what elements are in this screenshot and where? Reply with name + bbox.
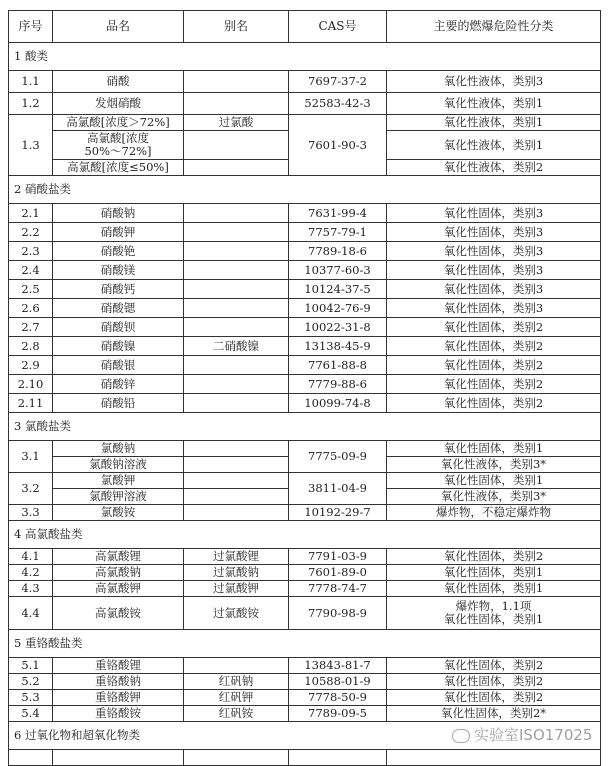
row-cas: 7791-03-9 xyxy=(289,549,387,565)
row-hazard: 氧化性固体，类别3 xyxy=(387,280,601,299)
table-row xyxy=(9,223,601,242)
row-name: 氯酸钠溶液 xyxy=(53,457,184,473)
row-hazard: 氧化性固体，类别1 xyxy=(387,565,601,581)
table-row xyxy=(9,597,601,630)
row-hazard: 氧化性固体，类别3 xyxy=(387,299,601,318)
row-name: 氯酸钠 xyxy=(53,441,184,457)
row-alias: 过氯酸铵 xyxy=(184,597,289,630)
section-heading: 6 过氧化物和超氧化物类 xyxy=(9,722,601,750)
table-row xyxy=(9,658,601,674)
row-alias xyxy=(184,131,289,160)
row-name: 高氯酸[浓度＞72%] xyxy=(53,115,184,131)
row-hazard: 氧化性固体，类别3 xyxy=(387,261,601,280)
row-name: 高氯酸[浓度50%～72%] xyxy=(53,131,184,160)
row-name: 硝酸银 xyxy=(53,356,184,375)
row-no: 3.2 xyxy=(9,473,53,505)
row-hazard: 氧化性固体，类别2 xyxy=(387,674,601,690)
row-name: 硝酸铯 xyxy=(53,242,184,261)
row-no: 2.4 xyxy=(9,261,53,280)
row-name: 高氯酸钾 xyxy=(53,581,184,597)
row-no: 3.3 xyxy=(9,505,53,521)
table-row xyxy=(9,356,601,375)
row-hazard xyxy=(387,597,601,630)
table-row xyxy=(9,549,601,565)
hazard-line: 爆炸物，1.1项 xyxy=(455,599,532,613)
row-hazard: 氧化性液体，类别1 xyxy=(387,115,601,131)
hazard-chemicals-table xyxy=(8,10,601,766)
row-no: 5.3 xyxy=(9,690,53,706)
row-name: 硝酸铅 xyxy=(53,394,184,413)
table-row xyxy=(9,242,601,261)
section-heading: 3 氯酸盐类 xyxy=(9,413,601,441)
table-row xyxy=(9,337,601,356)
row-no: 2.5 xyxy=(9,280,53,299)
row-cas: 7789-09-5 xyxy=(289,706,387,722)
row-no: 5.4 xyxy=(9,706,53,722)
table-row xyxy=(9,394,601,413)
row-cas: 52583-42-3 xyxy=(289,93,387,115)
row-no: 1.2 xyxy=(9,93,53,115)
table-row xyxy=(9,706,601,722)
row-no: 5.1 xyxy=(9,658,53,674)
table-row xyxy=(9,115,601,131)
row-alias xyxy=(184,261,289,280)
row-cas: 10588-01-9 xyxy=(289,674,387,690)
row-hazard: 氧化性固体，类别3 xyxy=(387,223,601,242)
table-row xyxy=(9,690,601,706)
row-no: 4.4 xyxy=(9,597,53,630)
watermark-text: 实验室ISO17025 xyxy=(474,726,593,744)
row-hazard: 氧化性固体，类别3 xyxy=(387,242,601,261)
col-alias: 别名 xyxy=(184,11,289,43)
row-alias xyxy=(184,505,289,521)
row-name: 重铬酸铵 xyxy=(53,706,184,722)
row-alias: 过氯酸锂 xyxy=(184,549,289,565)
section-heading: 5 重铬酸盐类 xyxy=(9,630,601,658)
row-name: 重铬酸钾 xyxy=(53,690,184,706)
row-alias xyxy=(184,318,289,337)
row-alias xyxy=(184,299,289,318)
section-heading: 2 硝酸盐类 xyxy=(9,176,601,204)
row-no: 2.2 xyxy=(9,223,53,242)
row-cas: 10042-76-9 xyxy=(289,299,387,318)
row-cas: 7601-89-0 xyxy=(289,565,387,581)
row-cas: 7601-90-3 xyxy=(289,115,387,176)
row-alias: 过氯酸钠 xyxy=(184,565,289,581)
table-row xyxy=(9,71,601,93)
row-alias: 红矾铵 xyxy=(184,706,289,722)
row-name: 高氯酸钠 xyxy=(53,565,184,581)
table-row xyxy=(9,750,601,766)
row-no: 2.7 xyxy=(9,318,53,337)
row-cas: 10377-60-3 xyxy=(289,261,387,280)
row-name: 高氯酸铵 xyxy=(53,597,184,630)
table-row xyxy=(9,204,601,223)
row-hazard: 氧化性液体，类别3* xyxy=(387,489,601,505)
row-no: 2.11 xyxy=(9,394,53,413)
row-alias xyxy=(184,356,289,375)
row-cas: 7778-50-9 xyxy=(289,690,387,706)
row-no: 2.6 xyxy=(9,299,53,318)
row-name: 硝酸钾 xyxy=(53,223,184,242)
row-alias xyxy=(184,441,289,457)
row-hazard: 氧化性液体，类别3* xyxy=(387,457,601,473)
row-name: 发烟硝酸 xyxy=(53,93,184,115)
row-no: 5.2 xyxy=(9,674,53,690)
row-hazard: 氧化性液体，类别2 xyxy=(387,160,601,176)
row-name: 硝酸 xyxy=(53,71,184,93)
row-no: 4.3 xyxy=(9,581,53,597)
row-hazard: 氧化性固体，类别1 xyxy=(387,441,601,457)
row-no: 1.3 xyxy=(9,115,53,176)
row-no: 2.9 xyxy=(9,356,53,375)
section-4-rows xyxy=(9,549,601,597)
section-5-rows xyxy=(9,658,601,722)
row-name: 硝酸镁 xyxy=(53,261,184,280)
row-cas: 7761-88-8 xyxy=(289,356,387,375)
row-alias xyxy=(184,242,289,261)
row-no: 1.1 xyxy=(9,71,53,93)
row-no: 2.1 xyxy=(9,204,53,223)
row-hazard: 氧化性液体，类别1 xyxy=(387,131,601,160)
row-alias xyxy=(184,204,289,223)
section-heading: 1 酸类 xyxy=(9,43,601,71)
row-hazard: 氧化性固体，类别2 xyxy=(387,318,601,337)
col-cas: CAS号 xyxy=(289,11,387,43)
table-row xyxy=(9,505,601,521)
row-name: 氯酸钾溶液 xyxy=(53,489,184,505)
row-name: 高氯酸锂 xyxy=(53,549,184,565)
row-cas: 7790-98-9 xyxy=(289,597,387,630)
row-alias xyxy=(184,489,289,505)
row-name: 氯酸铵 xyxy=(53,505,184,521)
row-alias xyxy=(184,473,289,489)
row-alias: 红矾钠 xyxy=(184,674,289,690)
row-name: 硝酸锌 xyxy=(53,375,184,394)
row-hazard: 氧化性固体，类别2 xyxy=(387,375,601,394)
table-row xyxy=(9,674,601,690)
row-alias xyxy=(184,457,289,473)
col-no: 序号 xyxy=(9,11,53,43)
row-cas: 7778-74-7 xyxy=(289,581,387,597)
row-cas: 13843-81-7 xyxy=(289,658,387,674)
row-no: 2.10 xyxy=(9,375,53,394)
row-hazard: 氧化性固体，类别2 xyxy=(387,337,601,356)
row-alias xyxy=(184,658,289,674)
row-no: 2.3 xyxy=(9,242,53,261)
row-hazard: 氧化性固体，类别1 xyxy=(387,581,601,597)
row-alias: 二硝酸镍 xyxy=(184,337,289,356)
row-alias xyxy=(184,280,289,299)
row-alias xyxy=(184,71,289,93)
section-2-rows xyxy=(9,204,601,413)
row-cas: 7775-09-9 xyxy=(289,441,387,473)
row-cas: 7631-99-4 xyxy=(289,204,387,223)
row-cas: 10192-29-7 xyxy=(289,505,387,521)
row-alias xyxy=(184,394,289,413)
hazard-line: 氧化性固体，类别1 xyxy=(443,612,544,626)
col-hazard: 主要的燃爆危险性分类 xyxy=(387,11,601,43)
table-row xyxy=(9,261,601,280)
row-hazard: 氧化性固体，类别3 xyxy=(387,204,601,223)
row-hazard: 氧化性固体，类别2 xyxy=(387,394,601,413)
row-name: 重铬酸锂 xyxy=(53,658,184,674)
table-row xyxy=(9,375,601,394)
row-no: 2.8 xyxy=(9,337,53,356)
row-alias xyxy=(184,93,289,115)
row-hazard: 氧化性固体，类别2 xyxy=(387,549,601,565)
row-name: 氯酸钾 xyxy=(53,473,184,489)
row-alias xyxy=(184,223,289,242)
row-name: 重铬酸钠 xyxy=(53,674,184,690)
row-name: 硝酸钡 xyxy=(53,318,184,337)
row-alias: 过氯酸钾 xyxy=(184,581,289,597)
table-row xyxy=(9,318,601,337)
row-hazard: 氧化性液体，类别1 xyxy=(387,93,601,115)
row-alias: 红矾钾 xyxy=(184,690,289,706)
row-no: 4.2 xyxy=(9,565,53,581)
row-hazard: 氧化性液体，类别3 xyxy=(387,71,601,93)
header-row xyxy=(9,11,601,43)
table-row xyxy=(9,280,601,299)
row-name: 硝酸钙 xyxy=(53,280,184,299)
row-cas: 7789-18-6 xyxy=(289,242,387,261)
table-row xyxy=(9,93,601,115)
row-cas: 13138-45-9 xyxy=(289,337,387,356)
row-cas: 7697-37-2 xyxy=(289,71,387,93)
row-cas: 10099-74-8 xyxy=(289,394,387,413)
row-hazard: 氧化性固体，类别2 xyxy=(387,658,601,674)
row-hazard: 氧化性固体，类别2 xyxy=(387,356,601,375)
row-cas: 7757-79-1 xyxy=(289,223,387,242)
row-cas: 10022-31-8 xyxy=(289,318,387,337)
row-name: 硝酸锶 xyxy=(53,299,184,318)
row-hazard: 爆炸物，不稳定爆炸物 xyxy=(387,505,601,521)
row-alias xyxy=(184,375,289,394)
row-name: 硝酸钠 xyxy=(53,204,184,223)
row-cas: 10124-37-5 xyxy=(289,280,387,299)
section-heading: 4 高氯酸盐类 xyxy=(9,521,601,549)
row-alias: 过氯酸 xyxy=(184,115,289,131)
row-name: 硝酸镍 xyxy=(53,337,184,356)
watermark xyxy=(452,727,592,744)
row-name: 高氯酸[浓度≤50%] xyxy=(53,160,184,176)
table-row xyxy=(9,565,601,581)
row-alias xyxy=(184,160,289,176)
section-1-rows xyxy=(9,71,601,115)
row-cas: 7779-88-6 xyxy=(289,375,387,394)
row-hazard: 氧化性固体，类别2* xyxy=(387,706,601,722)
table-row xyxy=(9,473,601,489)
table-row xyxy=(9,581,601,597)
wechat-icon xyxy=(452,729,470,743)
col-name: 品名 xyxy=(53,11,184,43)
table-row xyxy=(9,299,601,318)
row-hazard: 氧化性固体，类别2 xyxy=(387,690,601,706)
row-cas: 3811-04-9 xyxy=(289,473,387,505)
row-hazard: 氧化性固体，类别1 xyxy=(387,473,601,489)
row-no: 4.1 xyxy=(9,549,53,565)
row-no: 3.1 xyxy=(9,441,53,473)
table-row xyxy=(9,441,601,457)
